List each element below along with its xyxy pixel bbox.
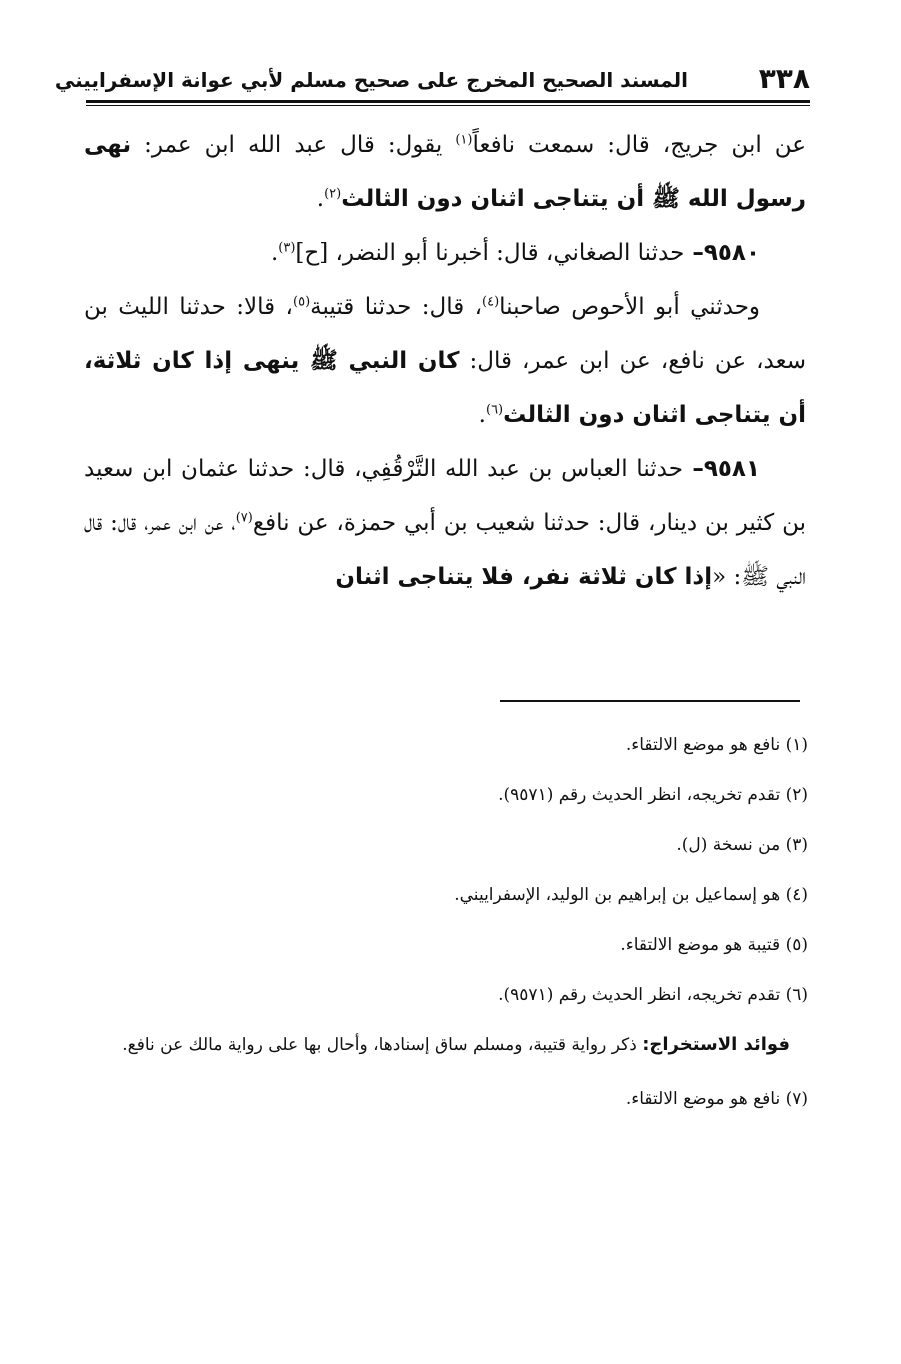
page-header <box>54 58 810 98</box>
paragraph-continuation <box>84 118 806 226</box>
text-run: وحدثني أبو الأحوص صاحبنا <box>499 294 761 320</box>
hadith-number: ٩٥٨١– <box>682 456 760 482</box>
text-run: . <box>478 402 486 428</box>
text-run: . <box>270 240 279 266</box>
footnote-ref: (٥) <box>293 294 311 310</box>
hadith-9580 <box>84 226 806 280</box>
footnote-6: (٦) تقدم تخريجه، انظر الحديث رقم (٩٥٧١). <box>498 985 808 1005</box>
footnote-ref: (٧) <box>235 510 253 526</box>
text-run: عن ابن جريج، قال: سمعت نافعاً <box>472 132 807 158</box>
benefits-label: فوائد الاستخراج: <box>642 1034 790 1055</box>
footnote-5: (٥) قتيبة هو موضع الالتقاء. <box>620 935 808 955</box>
hadith-matn: نهى رسول الله ﷺ أن يتناجى اثنان دون الثالث <box>84 132 806 212</box>
text-run: ، عن ابن عمر، قال: قال النبي ﷺ: « <box>84 510 806 590</box>
footnote-7: (٧) نافع هو موضع الالتقاء. <box>625 1089 808 1109</box>
running-title: المسند الصحيح المخرج على صحيح مسلم لأبي عوانة الإسفراييني <box>54 68 688 92</box>
footnote-4: (٤) هو إسماعيل بن إبراهيم بن الوليد، الإسفراييني. <box>454 885 808 905</box>
header-rule-thin <box>86 105 810 106</box>
footnote-separator <box>500 700 800 702</box>
footnote-ref: (١) <box>455 132 473 148</box>
footnotes <box>88 720 808 1124</box>
footnote-ref: (٢) <box>324 186 342 202</box>
text-run: حدثنا العباس بن عبد الله التَّرْقُفِي، قال: حدثنا عثمان ابن سعيد بن كثير بن دينار، قال: حدثنا شعيب بن أبي حمزة، عن نافع <box>84 456 806 536</box>
paragraph-isnad <box>84 280 806 442</box>
extraction-benefits <box>88 1020 808 1066</box>
text-run: حدثنا الصغاني، قال: أخبرنا أبو النضر، [ح] <box>295 240 685 266</box>
header-rule <box>86 100 810 103</box>
footnote-ref: (٤) <box>482 294 500 310</box>
page-number: ٣٣٨ <box>758 62 810 95</box>
hadith-matn: إذا كان ثلاثة نفر، فلا يتناجى اثنان <box>335 564 713 590</box>
footnote-3: (٣) من نسخة (ل). <box>676 835 808 855</box>
main-text <box>84 118 806 604</box>
text-run: ، قالا: حدثنا الليث بن سعد، عن نافع، عن ابن عمر، قال: <box>84 294 806 374</box>
footnote-ref: (٣) <box>278 240 296 256</box>
text-run: . <box>316 186 325 212</box>
footnote-1: (١) نافع هو موضع الالتقاء. <box>625 735 808 755</box>
hadith-9581 <box>84 442 806 604</box>
text-run: ، قال: حدثنا قتيبة <box>310 294 483 320</box>
footnote-ref: (٦) <box>485 402 504 418</box>
benefits-text: ذكر رواية قتيبة، ومسلم ساق إسنادها، وأحال بها على رواية مالك عن نافع. <box>122 1035 643 1055</box>
hadith-number: ٩٥٨٠– <box>684 240 760 266</box>
text-run: يقول: قال عبد الله ابن عمر: <box>131 132 456 158</box>
hadith-matn: كان النبي ﷺ ينهى إذا كان ثلاثة، أن يتناجى اثنان دون الثالث <box>84 348 806 428</box>
footnote-2: (٢) تقدم تخريجه، انظر الحديث رقم (٩٥٧١). <box>498 785 808 805</box>
